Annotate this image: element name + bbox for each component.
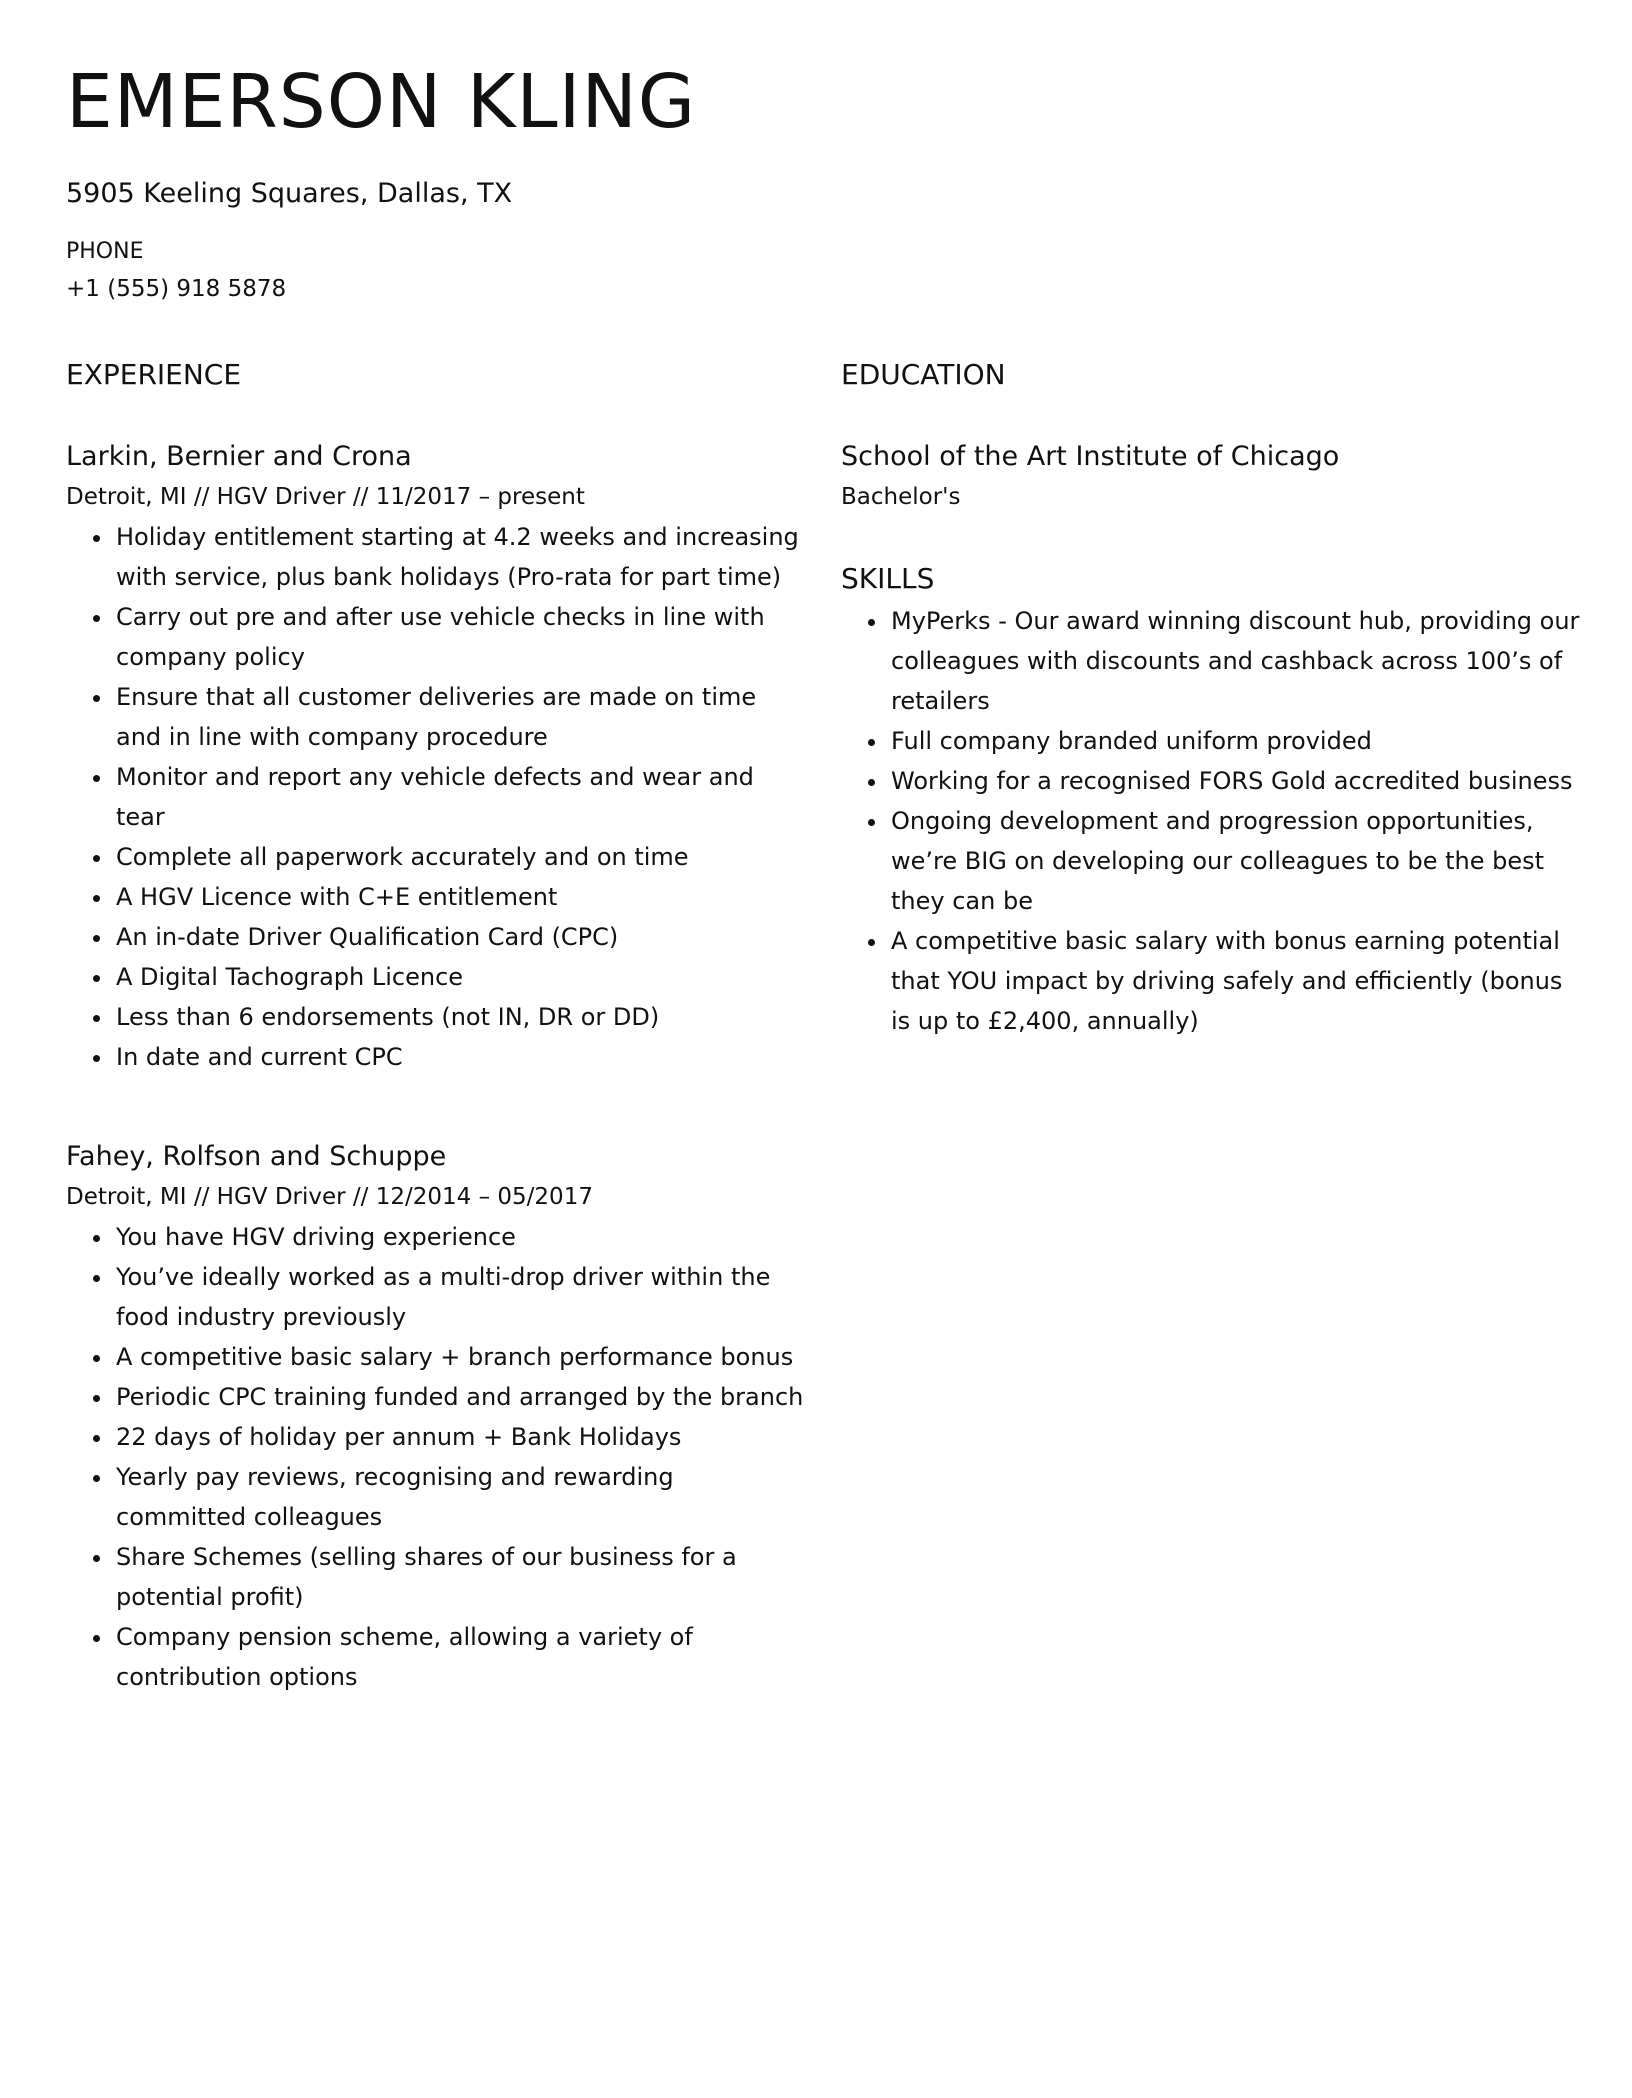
skill-item: • MyPerks - Our award winning discount hub, providing our colleagues with discounts and cashback across 100’s of retailers	[889, 601, 1581, 721]
job-bullets	[66, 517, 806, 1077]
bullet-item: • Less than 6 endorsements (not IN, DR or DD)	[114, 997, 806, 1037]
bullet-item: • An in-date Driver Qualification Card (CPC)	[114, 917, 806, 957]
skills-heading: SKILLS	[841, 562, 935, 595]
education-school: School of the Art Institute of Chicago	[841, 441, 1340, 472]
job-company: Fahey, Rolfson and Schuppe	[66, 1141, 447, 1172]
bullet-item: • A competitive basic salary + branch performance bonus	[114, 1337, 806, 1377]
education-skills-column	[841, 357, 1581, 1041]
phone-value: +1 (555) 918 5878	[66, 276, 287, 302]
bullet-item: • Holiday entitlement starting at 4.2 weeks and increasing with service, plus bank holidays (Pro-rata for part time)	[114, 517, 806, 597]
bullet-item: • A Digital Tachograph Licence	[114, 957, 806, 997]
skill-item: • Working for a recognised FORS Gold accredited business	[889, 761, 1581, 801]
experience-column	[66, 357, 806, 1697]
phone-label: PHONE	[66, 239, 144, 264]
job-entry	[66, 439, 806, 1077]
candidate-name: EMERSON KLING	[66, 59, 697, 145]
job-bullets	[66, 1217, 806, 1697]
bullet-item: • Company pension scheme, allowing a variety of contribution options	[114, 1617, 806, 1697]
education-degree: Bachelor's	[841, 484, 961, 510]
bullet-item: • Share Schemes (selling shares of our business for a potential profit)	[114, 1537, 806, 1617]
job-entry	[66, 1139, 806, 1697]
skill-item: • Ongoing development and progression opportunities, we’re BIG on developing our colleagues to be the best they can be	[889, 801, 1581, 921]
bullet-item: • Yearly pay reviews, recognising and rewarding committed colleagues	[114, 1457, 806, 1537]
experience-heading: EXPERIENCE	[66, 358, 242, 391]
bullet-item: • A HGV Licence with C+E entitlement	[114, 877, 806, 917]
skills-list	[841, 601, 1581, 1041]
bullet-item: • 22 days of holiday per annum + Bank Holidays	[114, 1417, 806, 1457]
education-entry	[841, 439, 1581, 513]
bullet-item: • Complete all paperwork accurately and on time	[114, 837, 806, 877]
skill-item: • Full company branded uniform provided	[889, 721, 1581, 761]
bullet-item: • You’ve ideally worked as a multi-drop driver within the food industry previously	[114, 1257, 806, 1337]
job-meta: Detroit, MI // HGV Driver // 11/2017 – present	[66, 484, 585, 510]
skill-item: • A competitive basic salary with bonus earning potential that YOU impact by driving safely and efficiently (bonus is up to £2,400, annually)	[889, 921, 1581, 1041]
bullet-item: • Ensure that all customer deliveries are made on time and in line with company procedure	[114, 677, 806, 757]
bullet-item: • Monitor and report any vehicle defects and wear and tear	[114, 757, 806, 837]
job-company: Larkin, Bernier and Crona	[66, 441, 412, 472]
bullet-item: • Carry out pre and after use vehicle checks in line with company policy	[114, 597, 806, 677]
job-meta: Detroit, MI // HGV Driver // 12/2014 – 05/2017	[66, 1184, 593, 1210]
education-heading: EDUCATION	[841, 358, 1006, 391]
bullet-item: • You have HGV driving experience	[114, 1217, 806, 1257]
bullet-item: • Periodic CPC training funded and arranged by the branch	[114, 1377, 806, 1417]
bullet-item: • In date and current CPC	[114, 1037, 806, 1077]
address: 5905 Keeling Squares, Dallas, TX	[66, 178, 513, 209]
